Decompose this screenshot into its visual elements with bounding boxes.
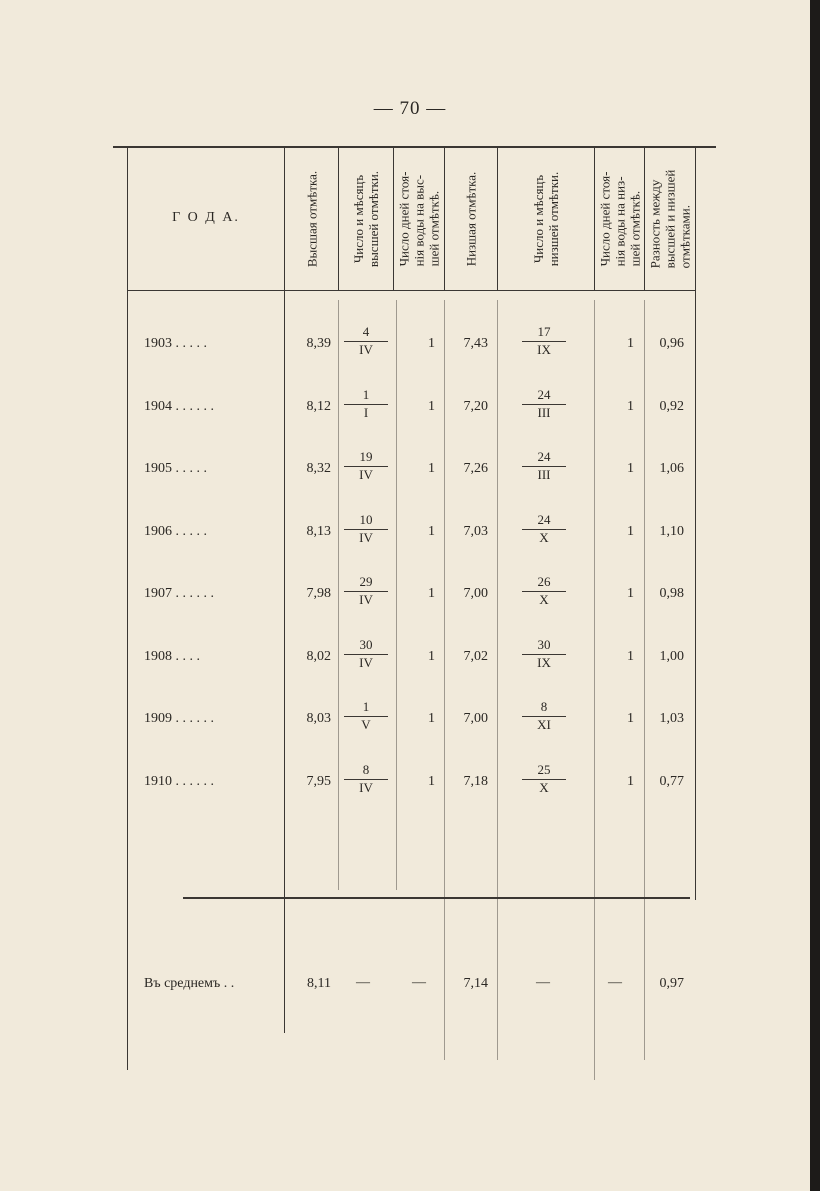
- low-month: XI: [537, 717, 551, 732]
- low-day: 24: [537, 387, 551, 402]
- average-top-rule: [183, 897, 690, 899]
- column-rule: [644, 300, 645, 1060]
- row-low-days: 1: [627, 461, 634, 476]
- row-difference: 1,10: [659, 524, 684, 539]
- row-low: 7,03: [463, 524, 488, 539]
- row-difference: 1,00: [659, 649, 684, 664]
- low-day: 30: [537, 637, 551, 652]
- low-day: 24: [537, 512, 551, 527]
- row-year: 1907 . . . . . .: [144, 586, 214, 601]
- row-low: 7,26: [463, 461, 488, 476]
- low-month: IX: [537, 342, 551, 357]
- row-difference: 0,92: [659, 399, 684, 414]
- header-lowest-date: Число и мѣсяцъ низшей отмѣтки.: [531, 171, 561, 267]
- row-year: 1910 . . . . . .: [144, 774, 214, 789]
- table-right-rule: [695, 148, 696, 900]
- row-low-days: 1: [627, 711, 634, 726]
- high-month: IV: [359, 530, 373, 545]
- high-month: IV: [359, 467, 373, 482]
- row-low-days: 1: [627, 649, 634, 664]
- column-rule: [444, 300, 445, 1060]
- row-low: 7,18: [463, 774, 488, 789]
- row-low: 7,20: [463, 399, 488, 414]
- row-high: 7,98: [306, 586, 331, 601]
- high-day: 8: [362, 762, 370, 777]
- average-high-days: —: [412, 975, 426, 990]
- row-high-date: [336, 575, 396, 607]
- row-high-date: [336, 450, 396, 482]
- row-high-days: 1: [428, 399, 435, 414]
- low-month: X: [539, 780, 549, 795]
- row-low-days: 1: [627, 586, 634, 601]
- row-low-days: 1: [627, 774, 634, 789]
- average-high: 8,11: [307, 976, 331, 991]
- row-difference: 1,03: [659, 711, 684, 726]
- row-high-date: [336, 513, 396, 545]
- column-rule: [396, 300, 397, 890]
- row-high-date: [336, 700, 396, 732]
- row-low-date: [514, 325, 574, 357]
- header-highest-days: Число дней стоя- нія воды на выс- шей отмѣткѣ.: [396, 171, 442, 267]
- row-high: 8,12: [306, 399, 331, 414]
- row-high-date: [336, 763, 396, 795]
- header-years: Г О Д А.: [172, 210, 240, 225]
- low-day: 17: [537, 324, 551, 339]
- high-month: V: [361, 717, 371, 732]
- high-month: IV: [359, 592, 373, 607]
- low-day: 25: [537, 762, 551, 777]
- row-low-date: [514, 763, 574, 795]
- average-low-days: —: [608, 975, 622, 990]
- average-label: Въ среднемъ . .: [144, 976, 235, 991]
- high-month: I: [363, 405, 369, 420]
- high-day: 19: [359, 449, 373, 464]
- row-year: 1904 . . . . . .: [144, 399, 214, 414]
- row-low-date: [514, 700, 574, 732]
- row-low-date: [514, 638, 574, 670]
- row-difference: 1,06: [659, 461, 684, 476]
- low-day: 26: [537, 574, 551, 589]
- average-high-date: —: [356, 975, 370, 990]
- column-rule: [594, 300, 595, 1080]
- row-high-days: 1: [428, 649, 435, 664]
- low-month: III: [537, 405, 551, 420]
- row-low-date: [514, 388, 574, 420]
- row-high: 8,32: [306, 461, 331, 476]
- page-edge: [810, 0, 820, 1191]
- high-day: 29: [359, 574, 373, 589]
- row-low: 7,00: [463, 711, 488, 726]
- row-low: 7,43: [463, 336, 488, 351]
- row-high-days: 1: [428, 711, 435, 726]
- row-low-days: 1: [627, 524, 634, 539]
- row-year: 1908 . . . .: [144, 649, 200, 664]
- row-low-date: [514, 513, 574, 545]
- low-day: 24: [537, 449, 551, 464]
- header-highest-date: Число и мѣсяцъ высшей отмѣтки.: [351, 170, 381, 268]
- column-rule: [497, 300, 498, 1060]
- row-high-date: [336, 388, 396, 420]
- header-highest-mark: Высшая отмѣтка.: [304, 170, 319, 268]
- row-high-days: 1: [428, 336, 435, 351]
- row-high: 8,03: [306, 711, 331, 726]
- row-low: 7,02: [463, 649, 488, 664]
- row-difference: 0,98: [659, 586, 684, 601]
- row-year: 1903 . . . . .: [144, 336, 207, 351]
- high-day: 30: [359, 637, 373, 652]
- row-high-days: 1: [428, 461, 435, 476]
- page-number: — 70 —: [373, 98, 447, 119]
- high-day: 10: [359, 512, 373, 527]
- row-high-days: 1: [428, 586, 435, 601]
- average-low-date: —: [536, 975, 550, 990]
- row-year: 1906 . . . . .: [144, 524, 207, 539]
- low-month: X: [539, 530, 549, 545]
- row-high: 8,02: [306, 649, 331, 664]
- row-high-date: [336, 638, 396, 670]
- row-high-days: 1: [428, 524, 435, 539]
- row-high-date: [336, 325, 396, 357]
- high-day: 1: [362, 387, 370, 402]
- low-day: 8: [540, 699, 548, 714]
- row-year: 1909 . . . . . .: [144, 711, 214, 726]
- row-low-date: [514, 450, 574, 482]
- row-low-date: [514, 575, 574, 607]
- row-low: 7,00: [463, 586, 488, 601]
- row-low-days: 1: [627, 399, 634, 414]
- low-month: III: [537, 467, 551, 482]
- row-high: 7,95: [306, 774, 331, 789]
- row-difference: 0,77: [659, 774, 684, 789]
- header-difference: Разность между высшей и низшей отмѣтками.: [647, 169, 693, 269]
- header-lowest-days: Число дней стоя- нія воды на низ- шей отмѣткѣ.: [597, 171, 642, 267]
- high-month: IV: [359, 655, 373, 670]
- row-high: 8,39: [306, 336, 331, 351]
- high-day: 4: [362, 324, 370, 339]
- low-month: IX: [537, 655, 551, 670]
- row-difference: 0,96: [659, 336, 684, 351]
- high-day: 1: [362, 699, 370, 714]
- header-lowest-mark: Низшая отмѣтка.: [463, 171, 479, 267]
- row-high-days: 1: [428, 774, 435, 789]
- row-high: 8,13: [306, 524, 331, 539]
- average-low: 7,14: [463, 976, 488, 991]
- high-month: IV: [359, 780, 373, 795]
- header-bottom-rule: [127, 290, 695, 291]
- low-month: X: [539, 592, 549, 607]
- high-month: IV: [359, 342, 373, 357]
- average-difference: 0,97: [659, 976, 684, 991]
- row-year: 1905 . . . . .: [144, 461, 207, 476]
- row-low-days: 1: [627, 336, 634, 351]
